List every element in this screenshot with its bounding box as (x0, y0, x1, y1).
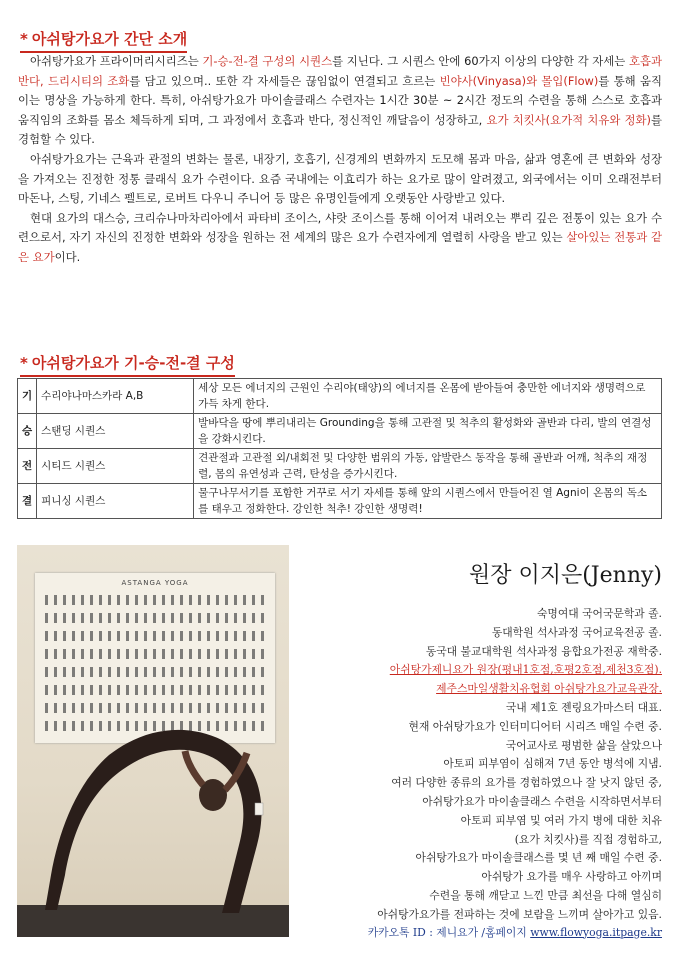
section-intro-heading (20, 28, 187, 53)
section-sequence-heading (20, 352, 235, 377)
highlight-text: 기-승-전-결 구성의 시퀀스 (202, 54, 333, 68)
highlight-text: 호흡과 반다, 드리시티의 조화 (18, 54, 662, 88)
contact-label: 카카오톡 ID : 제니요가 /홈페이지 (367, 925, 531, 939)
sequence-description: 견관절과 고관절 외/내회전 및 다양한 범위의 가동, 암발란스 동작을 통해 골반과 어깨, 척추의 재정렬, 몸의 유연성과 근력, 탄성을 증가시킨다. (194, 449, 662, 484)
body-text: 이다. (54, 249, 81, 264)
bio-line: 아쉬탕가요가 마이솔클래스 수련을 시작하면서부터 (422, 794, 662, 808)
body-text: 아쉬탕가요가 프라이머리시리즈는 (30, 54, 203, 68)
bio-line: 여러 다양한 종류의 요가를 경험하였으나 잘 낫지 않던 중, (391, 776, 662, 790)
sequence-row (18, 484, 662, 519)
body-text: 를 경험할 수 있다. (18, 112, 662, 147)
sequence-table (17, 378, 662, 519)
bio-line: 숙명여대 국어국문학과 졸. (536, 607, 662, 620)
homepage-link[interactable]: www.flowyoga.itpage.kr (530, 925, 662, 939)
highlight-text: 살아있는 전통과 같은 요가 (18, 230, 662, 264)
star-icon: * (20, 30, 28, 48)
sequence-stage: 기 (18, 379, 37, 414)
instructor-name: 원장 이지은(Jenny) (468, 563, 662, 588)
sequence-description: 물구나무서기를 포함한 거꾸로 서기 자세를 통해 앞의 시퀀스에서 만들어진 열 Agni이 온몸의 독소를 태우고 정화한다. 강인한 척추! 강인한 생명력! (194, 484, 662, 519)
body-text: 현대 요가의 대스승, 크리슈나마차리아에서 파타비 조이스, 샤랏 조이스를 통해 이어져 내려오는 뿌리 깊은 전통이 있는 요가 수련으로서, 자기 자신의 진정한 변화와 성장을 원하는 전 세계의 많은 요가 수련자에게 열렬히 사랑을 받고 있는 (18, 210, 662, 245)
sequence-row (18, 449, 662, 484)
sequence-row (18, 414, 662, 449)
star-icon: * (20, 354, 28, 372)
intro-paragraph (18, 209, 662, 268)
section-sequence-title: 아쉬탕가요가 기-승-전-결 구성 (31, 354, 235, 372)
sequence-description: 발바닥을 땅에 뿌리내리는 Grounding을 통해 고관절 및 척추의 활성화와 골반과 다리, 발의 연결성을 강화시킨다. (194, 414, 662, 449)
intro-text (18, 52, 662, 268)
bio-line: 동대학원 석사과정 국어교육전공 졸. (491, 625, 662, 639)
body-text: 를 지닌다. 그 시퀀스 안에 60가지 이상의 다양한 각 자세는 (332, 54, 629, 68)
sequence-stage: 결 (18, 484, 37, 519)
bio-line: (요가 치킷사)를 직접 경험하고, (514, 832, 662, 846)
bio-line: 아토피 피부염 및 여러 가지 병에 대한 치유 (460, 813, 662, 827)
bio-line: 아쉬탕가요가 마이솔클래스를 몇 년 째 매일 수련 중. (415, 851, 662, 865)
sequence-name: 피니싱 시퀀스 (37, 484, 194, 519)
body-text: 아쉬탕가요가는 근육과 관절의 변화는 물론, 내장기, 호흡기, 신경계의 변화까지 도모해 몸과 마음, 삶과 영혼에 큰 변화와 성장을 가져오는 진정한 정통 클래식 요가 수련이다. 요즘 국내에는 이효리가 하는 요가로 많이 알려졌고, 외국에서는 이미 오래전부터 마돈나, 스팅, 기네스 펠트로, 로버트 다우니 주니어 등 많은 유명인들에게 오랫동안 사랑받고 있다. (18, 151, 662, 206)
sequence-stage: 승 (18, 414, 37, 449)
instructor-bio (300, 550, 662, 940)
bio-lines (300, 605, 662, 925)
bio-line: 국내 제1호 젠링요가마스터 대표. (505, 700, 662, 714)
bio-line: 제주스마일생활치유협회 아쉬탕가요가교육관장. (436, 682, 662, 696)
sequence-row (18, 379, 662, 414)
bio-line: 국어교사로 평범한 삶을 살았으나 (505, 738, 662, 752)
yoga-photo (17, 545, 289, 937)
intro-paragraph (18, 52, 662, 150)
sequence-name: 수리야나마스카라 A,B (37, 379, 194, 414)
bio-line: 아쉬탕가제니요가 원장(평내1호점,호평2호점,제천3호점). (389, 663, 662, 677)
bio-line: 수련을 통해 깨닫고 느낀 만큼 최선을 다해 열심히 (429, 888, 662, 902)
section-intro-title: 아쉬탕가요가 간단 소개 (31, 30, 188, 48)
bio-line: 아토피 피부염이 심해져 7년 동안 병석에 지냄. (443, 757, 662, 771)
backbend-figure (17, 545, 289, 937)
poster-title: ASTANGA YOGA (121, 579, 189, 587)
contact-line (300, 925, 662, 940)
bio-line: 아쉬탕가 요가를 매우 사랑하고 아끼며 (481, 870, 662, 884)
body-text: 를 담고 있으며.. 또한 각 자세들은 끊임없이 연결되고 흐르는 (129, 73, 440, 88)
body-text: 를 통해 움직이는 명상을 가능하게 한다. 특히, 아쉬탕가요가 마이솔클래스 수련자는 1시간 30분 ~ 2시간 정도의 수련을 통해 스스로 호흡과 움직임의 조화를 몸소 체득하게 되며, 그 과정에서 호흡과 반다, 정신적인 깨달음이 성장하고, (18, 73, 662, 127)
sequence-description: 세상 모든 에너지의 근원인 수리야(태양)의 에너지를 온몸에 받아들여 충만한 에너지와 생명력으로 가득 차게 한다. (194, 379, 662, 414)
sequence-name: 스탠딩 시퀀스 (37, 414, 194, 449)
bio-line: 동국대 불교대학원 석사과정 융합요가전공 재학중. (425, 644, 662, 658)
sequence-stage: 전 (18, 449, 37, 484)
highlight-text: 빈야사(Vinyasa)와 몰입(Flow) (439, 73, 599, 88)
sequence-name: 시티드 시퀀스 (37, 449, 194, 484)
bio-line: 현재 아쉬탕가요가 인터미디어터 시리즈 매일 수련 중. (408, 719, 662, 733)
intro-paragraph (18, 150, 662, 209)
highlight-text: 요가 치킷사(요가적 치유와 정화) (486, 112, 651, 127)
bio-line: 아쉬탕가요가를 전파하는 것에 보람을 느끼며 살아가고 있음. (377, 907, 662, 921)
